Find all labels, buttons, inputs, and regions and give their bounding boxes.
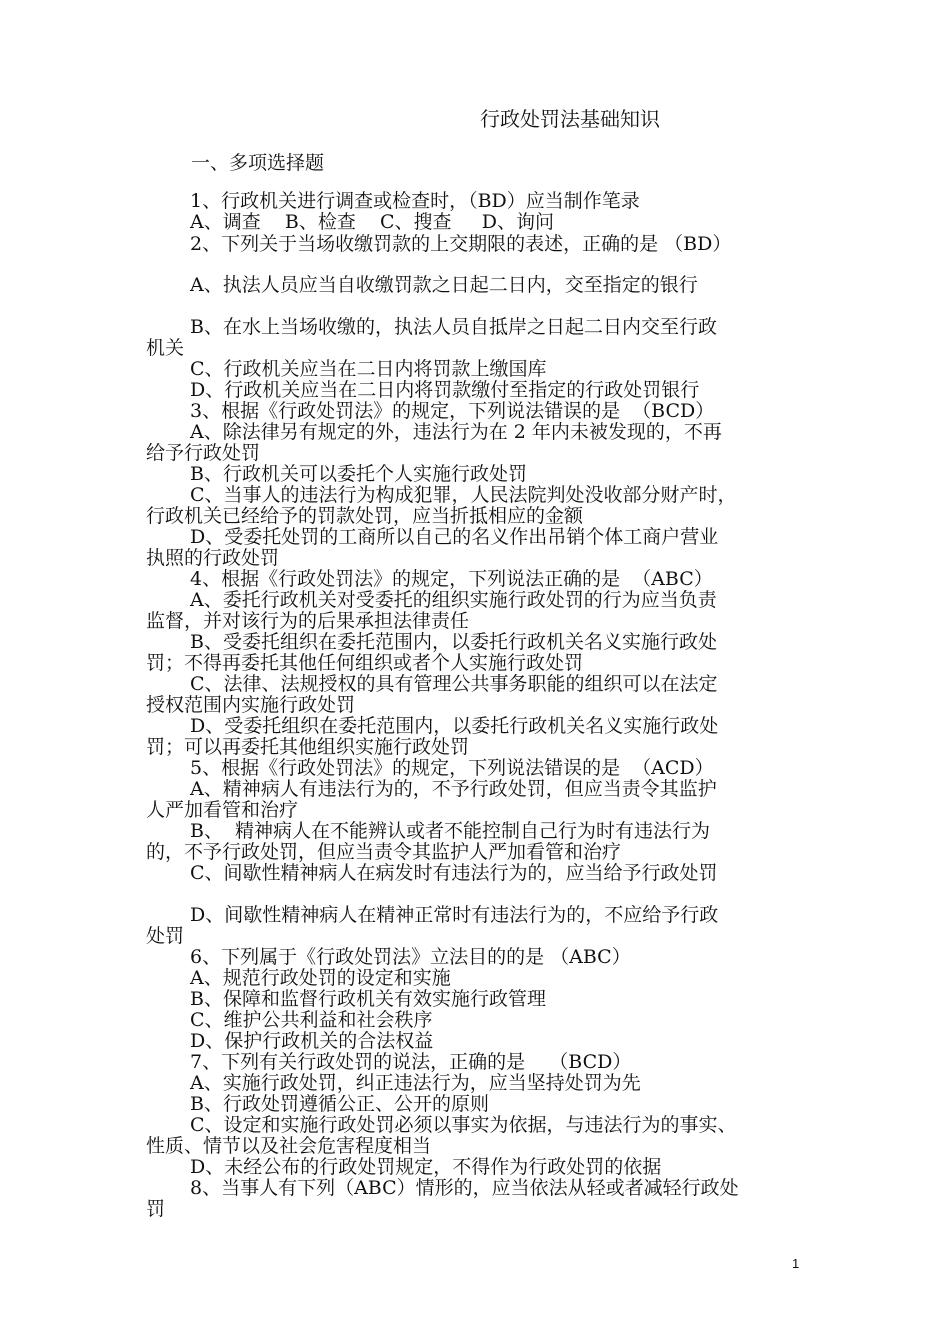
text-line: D、受委托组织在委托范围内，以委托行政机关名义实施行政处 <box>190 715 719 737</box>
text-line: 8、当事人有下列（ABC）情形的，应当依法从轻或者减轻行政处 <box>190 1177 739 1199</box>
text-line: D、间歇性精神病人在精神正常时有违法行为的，不应给予行政 <box>190 904 719 926</box>
text-line: A、委托行政机关对受委托的组织实施行政处罚的行为应当负责 <box>190 589 717 611</box>
text-line: 处罚 <box>146 925 185 947</box>
text-line: 给予行政处罚 <box>146 442 261 464</box>
text-line: C、行政机关应当在二日内将罚款上缴国库 <box>190 358 547 380</box>
text-line: D、保护行政机关的合法权益 <box>190 1030 434 1052</box>
text-line: 4、根据《行政处罚法》的规定，下列说法正确的是 （ABC） <box>190 568 713 590</box>
text-line: D、行政机关应当在二日内将罚款缴付至指定的行政处罚银行 <box>190 379 700 401</box>
text-line: 性质、情节以及社会危害程度相当 <box>146 1135 432 1157</box>
text-line: 7、下列有关行政处罚的说法，正确的是 （BCD） <box>190 1051 632 1073</box>
text-line: A、执法人员应当自收缴罚款之日起二日内，交至指定的银行 <box>190 274 698 296</box>
text-line: C、间歇性精神病人在病发时有违法行为的，应当给予行政处罚 <box>190 862 718 884</box>
text-line: 罚；不得再委托其他任何组织或者个人实施行政处罚 <box>146 652 584 674</box>
text-line: A、调查 B、检查 C、搜查 D、询问 <box>190 211 554 233</box>
text-line: B、 精神病人在不能辨认或者不能控制自己行为时有违法行为 <box>190 820 711 842</box>
text-line: 2、下列关于当场收缴罚款的上交期限的表述，正确的是 （BD） <box>190 233 732 255</box>
text-line: A、除法律另有规定的外，违法行为在 2 年内未被发现的，不再 <box>190 421 722 443</box>
text-line: A、规范行政处罚的设定和实施 <box>190 967 451 989</box>
text-line: C、维护公共利益和社会秩序 <box>190 1009 433 1031</box>
text-line: A、实施行政处罚，纠正违法行为，应当坚持处罚为先 <box>190 1072 641 1094</box>
text-line: 6、下列属于《行政处罚法》立法目的的是 （ABC） <box>190 946 631 968</box>
text-line: C、设定和实施行政处罚必须以事实为依据，与违法行为的事实、 <box>190 1114 737 1136</box>
text-line: C、法律、法规授权的具有管理公共事务职能的组织可以在法定 <box>190 673 718 695</box>
page-title: 行政处罚法基础知识 <box>480 107 660 131</box>
text-line: 执照的行政处罚 <box>146 547 280 569</box>
text-line: 罚 <box>146 1198 166 1220</box>
text-line: B、保障和监督行政机关有效实施行政管理 <box>190 988 546 1010</box>
text-line: 监督，并对该行为的后果承担法律责任 <box>146 610 470 632</box>
text-line: B、行政处罚遵循公正、公开的原则 <box>190 1093 489 1115</box>
page-number: 1 <box>792 1256 800 1271</box>
text-line: B、在水上当场收缴的，执法人员自抵岸之日起二日内交至行政 <box>190 316 717 338</box>
section-heading: 一、多项选择题 <box>191 152 325 174</box>
text-line: 1、行政机关进行调查或检查时，（BD）应当制作笔录 <box>190 190 640 212</box>
text-line: C、当事人的违法行为构成犯罪，人民法院判处没收部分财产时， <box>190 484 737 506</box>
text-line: 罚；可以再委托其他组织实施行政处罚 <box>146 736 470 758</box>
text-line: D、受委托处罚的工商所以自己的名义作出吊销个体工商户营业 <box>190 526 719 548</box>
text-line: 的，不予行政处罚，但应当责令其监护人严加看管和治疗 <box>146 841 622 863</box>
text-line: 人严加看管和治疗 <box>146 799 299 821</box>
text-line: B、行政机关可以委托个人实施行政处罚 <box>190 463 527 485</box>
text-line: 授权范围内实施行政处罚 <box>146 694 356 716</box>
text-line: 机关 <box>146 337 185 359</box>
text-line: 5、根据《行政处罚法》的规定，下列说法错误的是 （ACD） <box>190 757 714 779</box>
text-line: 3、根据《行政处罚法》的规定，下列说法错误的是 （BCD） <box>190 400 715 422</box>
text-line: A、精神病人有违法行为的，不予行政处罚，但应当责令其监护 <box>190 778 717 800</box>
text-line: D、未经公布的行政处罚规定，不得作为行政处罚的依据 <box>190 1156 662 1178</box>
text-line: B、受委托组织在委托范围内，以委托行政机关名义实施行政处 <box>190 631 717 653</box>
text-line: 行政机关已经给予的罚款处罚，应当折抵相应的金额 <box>146 505 584 527</box>
